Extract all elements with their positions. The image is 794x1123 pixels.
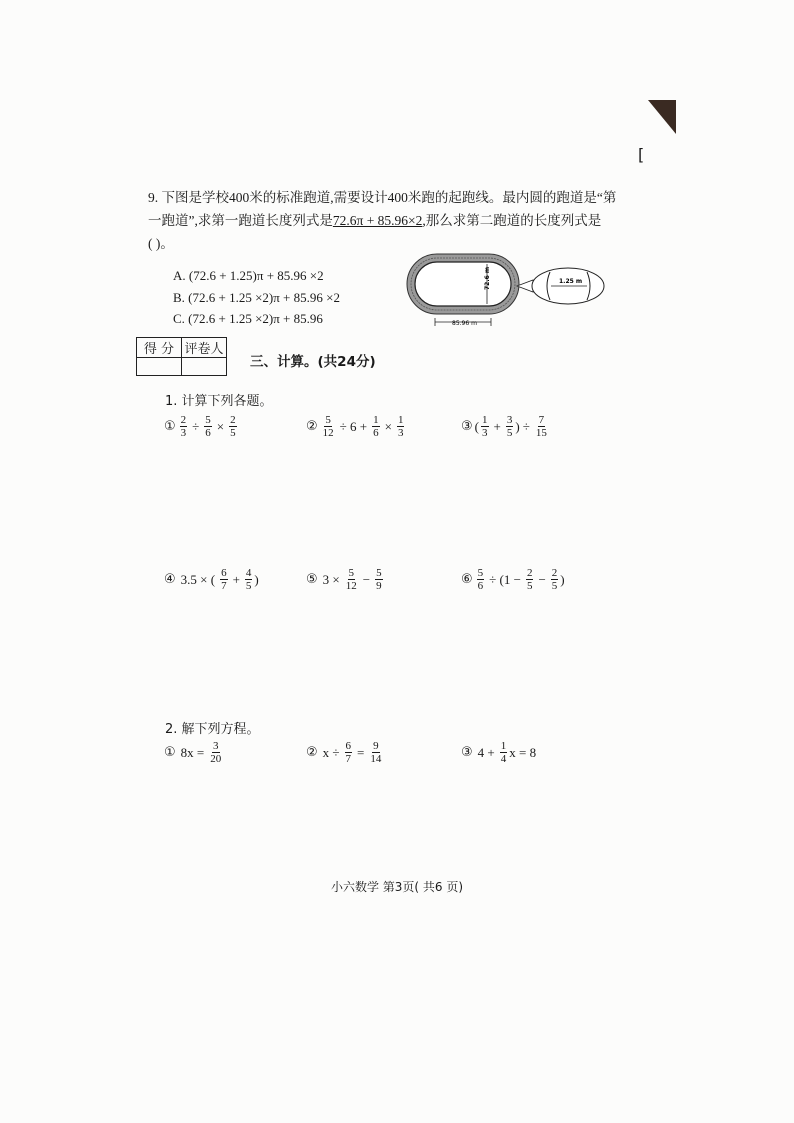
score-table [136,337,227,376]
lane-width-label: 1.25 m [559,278,583,285]
equation-3: ③ 4 + $\frac{1}{4}$ x = 8 [461,740,537,765]
corner-bracket-mark: [ [638,145,645,164]
folded-corner [648,100,676,134]
problem-6: ⑥ $\frac{5}{6}$ ÷ (1 − $\frac{2}{5}$ − $\frac{2}{5}$ ) [461,567,565,592]
equation-1: ① 8x = $\frac{3}{20}$ [164,740,222,765]
page-footer: 小六数学 第3页( 共6 页) [330,880,464,894]
q9-line2: 一跑道”,求第一跑道长度列式是72.6π + 85.96×2,那么求第二跑道的长度列式是 [148,213,602,228]
problem-2: ② $\frac{5}{12}$ ÷ 6 + $\frac{1}{6}$ × $\frac{1}{3}$ [306,414,404,439]
q9-option-c[interactable]: C. (72.6 + 1.25 ×2)π + 85.96 [173,311,323,326]
track-width-label: 72.6 m [484,266,491,290]
problem-1: ① $\frac{2}{3}$ ÷ $\frac{5}{6}$ × $\frac{2}{5}$ [164,414,236,439]
running-track-figure [405,250,605,332]
track-length-label: 85.96 m [452,320,477,327]
q9-answer-blank: ( )。 [148,236,174,251]
problem-4: ④ 3.5 × ( $\frac{6}{7}$ + $\frac{4}{5}$ ) [164,567,259,592]
grader-header: 评卷人 [182,338,227,358]
q9-line1: 9. 下图是学校400米的标准跑道,需要设计400米跑的起跑线。最内圆的跑道是“第 [148,190,617,205]
section-3-title: 三、计算。(共24分) [250,354,376,370]
problem-3: ③ ( $\frac{1}{3}$ + $\frac{3}{5}$ ) ÷ $\frac{7}{15}$ [461,414,547,439]
q9-first-lane-formula: 72.6π + 85.96×2 [332,213,423,228]
score-header: 得 分 [137,338,182,358]
part-2-title: 2. 解下列方程。 [165,722,260,737]
q9-option-a[interactable]: A. (72.6 + 1.25)π + 85.96 ×2 [173,268,324,283]
q9-option-b[interactable]: B. (72.6 + 1.25 ×2)π + 85.96 ×2 [173,290,340,305]
problem-5: ⑤ 3 × $\frac{5}{12}$ − $\frac{5}{9}$ [306,567,382,592]
equation-2: ② x ÷ $\frac{6}{7}$ = $\frac{9}{14}$ [306,740,382,765]
part-1-title: 1. 计算下列各题。 [165,394,273,409]
question-9 [148,186,638,255]
score-cell[interactable] [137,358,182,376]
grader-cell[interactable] [182,358,227,376]
